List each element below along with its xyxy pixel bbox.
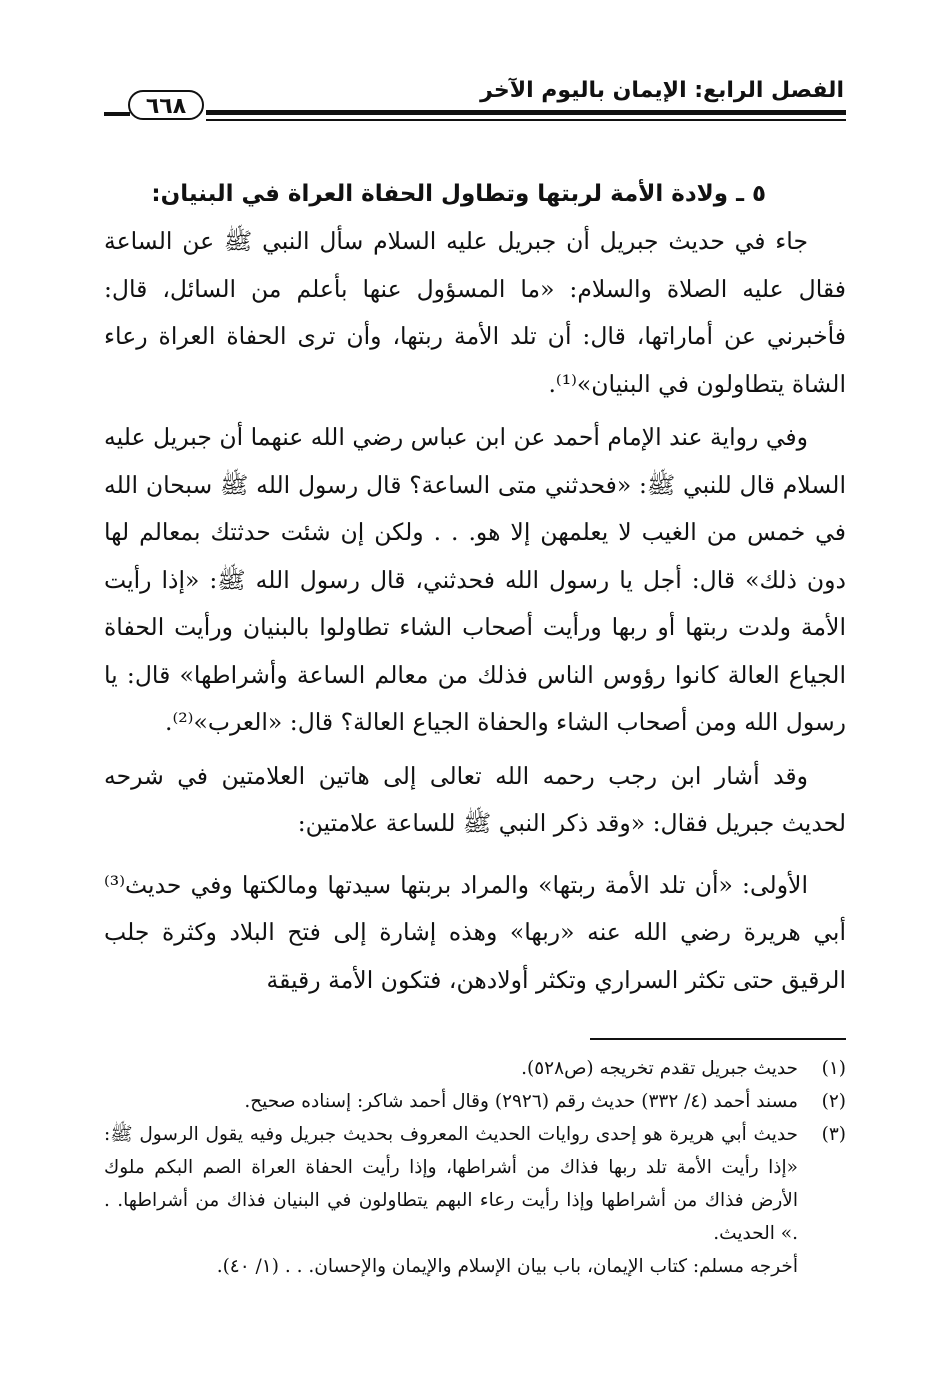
footnote-text: حديث جبريل تقدم تخريجه (ص٥٢٨). bbox=[521, 1058, 798, 1079]
footnote-number: (٣) bbox=[821, 1124, 846, 1145]
footnote bbox=[104, 1118, 846, 1250]
footnote-text: مسند أحمد (٤/ ٣٣٢) حديث رقم (٢٩٢٦) وقال أحمد شاكر: إسناده صحيح. bbox=[244, 1091, 798, 1112]
paragraph: وقد أشار ابن رجب رحمه الله تعالى إلى هاتين العلامتين في شرحه لحديث جبريل فقال: «وقد ذكر النبي ﷺ للساعة علامتين: bbox=[104, 761, 846, 837]
page-number: ٦٦٨ bbox=[128, 90, 204, 120]
footnote-number: (١) bbox=[821, 1058, 846, 1079]
footnotes bbox=[104, 1052, 846, 1283]
footnote bbox=[104, 1085, 846, 1118]
footnote-number: (٢) bbox=[821, 1091, 846, 1112]
paragraph: الأولى: «أن تلد الأمة ربتها» والمراد بربتها سيدتها ومالكتها وفي حديث⁽³⁾ أبي هريرة رضي الله عنه «ربها» وهذه إشارة إلى فتح البلاد وكثرة جلب الرقيق حتى تكثر السراري وتكثر أولادهن، فتكون الأمة رقيقة bbox=[104, 870, 846, 994]
paragraph: جاء في حديث جبريل أن جبريل عليه السلام سأل النبي ﷺ عن الساعة فقال عليه الصلاة والسلام: «ما المسؤول عنها بأعلم من السائل، قال: فأخبرني عن أماراتها، قال: أن تلد الأمة ربتها، وأن ترى الحفاة العراة رعاء الشاة يتطاولون في البنيان»⁽¹⁾. bbox=[104, 227, 846, 398]
header-rule-thick bbox=[206, 110, 846, 115]
footnote-source: أخرجه مسلم: كتاب الإيمان، باب بيان الإسلام والإيمان والإحسان. . . (١/ ٤٠). bbox=[216, 1256, 798, 1277]
page-number-badge bbox=[104, 90, 214, 122]
footnote bbox=[104, 1052, 846, 1085]
main-text bbox=[104, 170, 846, 1010]
paragraph: وفي رواية عند الإمام أحمد عن ابن عباس رضي الله عنهما أن جبريل عليه السلام قال للنبي ﷺ: «فحدثني متى الساعة؟ قال رسول الله ﷺ سبحان الله في خمس من الغيب لا يعلمهن إلا هو. . . ولكن إن شئت حدثتك بمعالم لها دون ذلك» قال: أجل يا رسول الله فحدثني، قال رسول الله ﷺ: «إذا رأيت الأمة ولدت ربتها أو ربها ورأيت أصحاب الشاء تطاولوا بالبنيان ورأيت الحفاة الجياع العالة كانوا رؤوس الناس فذلك من معالم الساعة وأشراطها» قال: يا رسول الله ومن أصحاب الشاء والحفاة الجياع العالة؟ قال: «العرب»⁽²⁾. bbox=[104, 423, 846, 736]
running-title: الفصل الرابع: الإيمان باليوم الآخر bbox=[480, 78, 844, 103]
header-rule-thin bbox=[206, 119, 846, 121]
footnote-text: حديث أبي هريرة هو إحدى روايات الحديث المعروف بحديث جبريل وفيه يقول الرسول ﷺ: «إذا رأيت الأمة تلد ربها فذاك من أشراطها، وإذا رأيت الحفاة العراة الصم البكم ملوك الأرض فذاك من أشراطها وإذا رأيت رعاء البهم يتطاولون في البنيان فذاك من أشراطها. . .» الحديث. bbox=[104, 1124, 798, 1244]
page-number-tail bbox=[104, 112, 130, 116]
section-heading: ٥ ـ ولادة الأمة لربتها وتطاول الحفاة العراة في البنيان: bbox=[151, 181, 766, 207]
footnote-separator bbox=[590, 1038, 846, 1040]
